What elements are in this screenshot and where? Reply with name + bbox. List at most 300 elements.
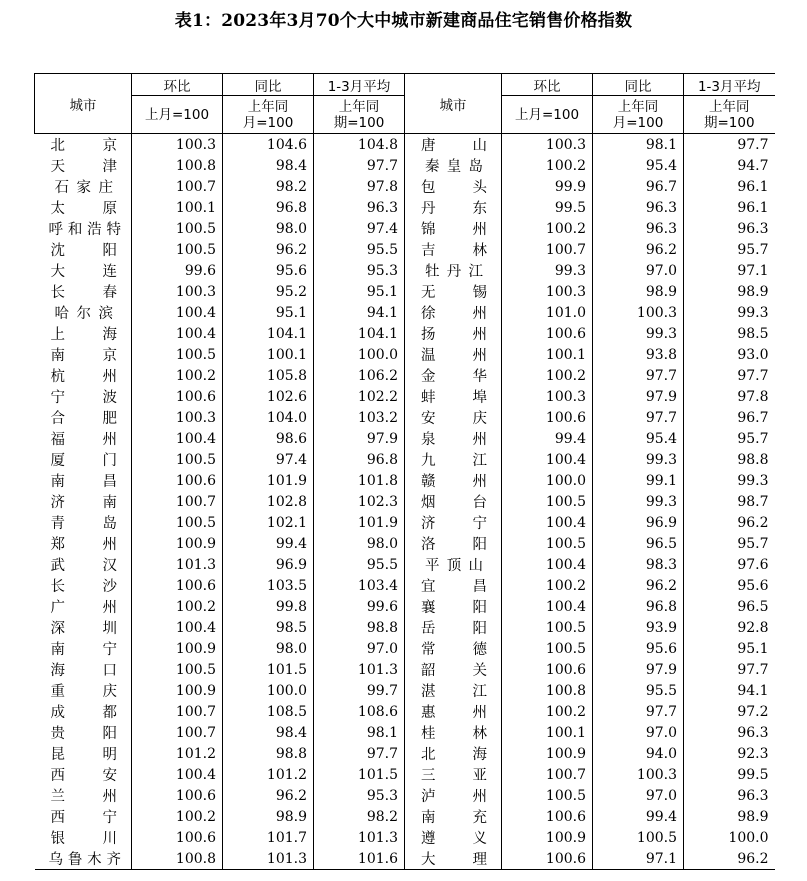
avg-value-right: 95.7 xyxy=(684,428,775,449)
avg-value-right: 96.2 xyxy=(684,512,775,533)
yoy-value-left: 104.1 xyxy=(223,323,314,344)
table-row xyxy=(35,323,775,344)
city-name-left: 哈尔滨 xyxy=(54,306,113,322)
city-name-left: 西安 xyxy=(50,768,117,784)
yoy-value-left: 101.2 xyxy=(223,764,314,785)
city-name-right: 泉州 xyxy=(405,428,502,449)
city-name-right: 惠州 xyxy=(405,701,502,722)
city-name-left: 石家庄 xyxy=(54,180,113,196)
yoy-value-left: 100.1 xyxy=(223,344,314,365)
yoy-value-left: 97.4 xyxy=(223,449,314,470)
avg-value-left: 99.7 xyxy=(314,680,405,701)
mom-value-left: 100.6 xyxy=(132,827,223,848)
avg-value-left: 97.9 xyxy=(314,428,405,449)
avg-value-right: 94.7 xyxy=(684,155,775,176)
avg-value-left: 97.8 xyxy=(314,176,405,197)
city-name-right: 泸州 xyxy=(405,785,502,806)
mom-value-left: 100.2 xyxy=(132,365,223,386)
avg-value-right: 98.8 xyxy=(684,449,775,470)
yoy-value-right: 95.4 xyxy=(593,428,684,449)
city-name-right: 安庆 xyxy=(405,407,502,428)
city-name-right: 大理 xyxy=(405,848,502,870)
mom-value-left: 100.7 xyxy=(132,491,223,512)
avg-value-right: 96.3 xyxy=(684,218,775,239)
yoy-value-right: 96.7 xyxy=(593,176,684,197)
city-name-left: 济南 xyxy=(50,495,117,511)
table-row xyxy=(35,134,775,156)
yoy-value-right: 100.3 xyxy=(593,764,684,785)
mom-value-right: 100.3 xyxy=(502,386,593,407)
city-name-right: 九江 xyxy=(405,449,502,470)
mom-value-right: 99.5 xyxy=(502,197,593,218)
city-name-left: 西宁 xyxy=(50,810,117,826)
city-name-left: 长沙 xyxy=(50,579,117,595)
table-row xyxy=(35,428,775,449)
avg-value-right: 95.1 xyxy=(684,638,775,659)
avg-value-left: 101.9 xyxy=(314,512,405,533)
avg-value-left: 102.2 xyxy=(314,386,405,407)
yoy-value-left: 102.8 xyxy=(223,491,314,512)
mom-value-left: 100.4 xyxy=(132,617,223,638)
city-name-left: 南宁 xyxy=(50,642,117,658)
mom-value-left: 99.6 xyxy=(132,260,223,281)
yoy-value-right: 96.2 xyxy=(593,239,684,260)
table-row xyxy=(35,617,775,638)
yoy-value-right: 97.7 xyxy=(593,365,684,386)
yoy-value-right: 97.0 xyxy=(593,722,684,743)
city-name-left: 福州 xyxy=(50,432,117,448)
avg-value-left: 101.3 xyxy=(314,827,405,848)
avg-value-left: 103.4 xyxy=(314,575,405,596)
mom-value-left: 100.9 xyxy=(132,533,223,554)
mom-value-left: 100.4 xyxy=(132,302,223,323)
avg-value-left: 97.4 xyxy=(314,218,405,239)
mom-value-left: 100.6 xyxy=(132,386,223,407)
avg-value-right: 99.3 xyxy=(684,470,775,491)
city-name-left: 呼和浩特 xyxy=(48,222,121,238)
table-row xyxy=(35,785,775,806)
table-row xyxy=(35,575,775,596)
city-name-right: 岳阳 xyxy=(405,617,502,638)
city-name-right: 烟台 xyxy=(405,491,502,512)
avg-value-right: 97.2 xyxy=(684,701,775,722)
avg-value-right: 98.9 xyxy=(684,281,775,302)
avg-value-right: 98.7 xyxy=(684,491,775,512)
table-row xyxy=(35,806,775,827)
table-row xyxy=(35,197,775,218)
city-name-left: 太原 xyxy=(50,201,117,217)
mom-value-left: 100.8 xyxy=(132,155,223,176)
avg-value-right: 95.7 xyxy=(684,533,775,554)
city-name-left: 杭州 xyxy=(50,369,117,385)
yoy-value-right: 97.0 xyxy=(593,785,684,806)
mom-value-right: 100.2 xyxy=(502,218,593,239)
table-row xyxy=(35,155,775,176)
avg-value-left: 97.7 xyxy=(314,155,405,176)
city-name-right: 秦皇岛 xyxy=(405,155,502,176)
avg-value-left: 99.6 xyxy=(314,596,405,617)
yoy-value-left: 95.1 xyxy=(223,302,314,323)
mom-value-right: 100.1 xyxy=(502,722,593,743)
city-name-right: 济宁 xyxy=(405,512,502,533)
yoy-value-right: 97.0 xyxy=(593,260,684,281)
avg-value-left: 95.3 xyxy=(314,260,405,281)
mom-value-right: 100.4 xyxy=(502,449,593,470)
header-avg-base-line2: 期=100 xyxy=(703,114,755,131)
avg-value-left: 95.1 xyxy=(314,281,405,302)
yoy-value-right: 96.9 xyxy=(593,512,684,533)
table-row xyxy=(35,302,775,323)
city-name-right: 桂林 xyxy=(405,722,502,743)
table-row xyxy=(35,239,775,260)
table-row xyxy=(35,470,775,491)
mom-value-right: 100.2 xyxy=(502,365,593,386)
city-name-right: 常德 xyxy=(405,638,502,659)
avg-value-right: 97.7 xyxy=(684,134,775,156)
city-name-right: 北海 xyxy=(405,743,502,764)
yoy-value-left: 108.5 xyxy=(223,701,314,722)
header-yoy-base-line1: 上年同 xyxy=(617,98,659,115)
header-avg-base-line1: 上年同 xyxy=(338,98,380,115)
table-row xyxy=(35,827,775,848)
mom-value-right: 100.4 xyxy=(502,596,593,617)
mom-value-left: 100.7 xyxy=(132,701,223,722)
mom-value-left: 100.5 xyxy=(132,659,223,680)
price-index-table xyxy=(34,73,775,870)
header-avg-base-line2: 期=100 xyxy=(333,114,385,131)
avg-value-left: 101.6 xyxy=(314,848,405,870)
city-name-right: 锦州 xyxy=(405,218,502,239)
yoy-value-right: 94.0 xyxy=(593,743,684,764)
avg-value-left: 96.3 xyxy=(314,197,405,218)
table-row xyxy=(35,176,775,197)
city-name-left: 郑州 xyxy=(50,537,117,553)
yoy-value-left: 95.2 xyxy=(223,281,314,302)
city-name-left: 乌鲁木齐 xyxy=(35,848,132,870)
yoy-value-left: 102.1 xyxy=(223,512,314,533)
avg-value-left: 97.7 xyxy=(314,743,405,764)
city-name-left: 昆明 xyxy=(50,747,117,763)
yoy-value-right: 95.4 xyxy=(593,155,684,176)
yoy-value-right: 100.3 xyxy=(593,302,684,323)
city-name-right: 赣州 xyxy=(405,470,502,491)
mom-value-left: 100.1 xyxy=(132,197,223,218)
mom-value-right: 100.5 xyxy=(502,533,593,554)
city-name-left: 长春 xyxy=(50,285,117,301)
mom-value-left: 100.5 xyxy=(132,449,223,470)
table-row xyxy=(35,260,775,281)
city-name-right: 宜昌 xyxy=(405,575,502,596)
header-city-right: 城市 xyxy=(405,74,502,134)
header-mom-base-right: 上月=100 xyxy=(502,96,593,134)
mom-value-right: 100.7 xyxy=(502,764,593,785)
city-name-right: 唐山 xyxy=(405,134,502,156)
city-name-left: 上海 xyxy=(50,327,117,343)
city-name-left: 银川 xyxy=(50,831,117,847)
page-title: 表1：2023年3月70个大中城市新建商品住宅销售价格指数 xyxy=(174,11,633,31)
city-name-right: 南充 xyxy=(405,806,502,827)
yoy-value-right: 98.9 xyxy=(593,281,684,302)
mom-value-left: 100.3 xyxy=(132,281,223,302)
mom-value-left: 100.6 xyxy=(132,575,223,596)
table-row xyxy=(35,386,775,407)
yoy-value-right: 97.9 xyxy=(593,386,684,407)
yoy-value-left: 104.0 xyxy=(223,407,314,428)
avg-value-right: 94.1 xyxy=(684,680,775,701)
city-name-left: 兰州 xyxy=(50,789,117,805)
yoy-value-right: 93.8 xyxy=(593,344,684,365)
yoy-value-left: 98.2 xyxy=(223,176,314,197)
avg-value-right: 97.7 xyxy=(684,365,775,386)
header-yoy-base-line1: 上年同 xyxy=(247,98,289,115)
avg-value-left: 94.1 xyxy=(314,302,405,323)
mom-value-right: 100.4 xyxy=(502,554,593,575)
avg-value-left: 101.5 xyxy=(314,764,405,785)
avg-value-left: 95.5 xyxy=(314,554,405,575)
yoy-value-left: 104.6 xyxy=(223,134,314,156)
table-row xyxy=(35,701,775,722)
mom-value-right: 99.4 xyxy=(502,428,593,449)
yoy-value-right: 97.7 xyxy=(593,701,684,722)
mom-value-left: 100.3 xyxy=(132,407,223,428)
mom-value-right: 100.2 xyxy=(502,155,593,176)
table-row xyxy=(35,512,775,533)
avg-value-right: 96.3 xyxy=(684,785,775,806)
header-avg-right: 1-3月平均 xyxy=(684,74,775,96)
header-yoy-base-left xyxy=(223,96,314,134)
city-name-right: 吉林 xyxy=(405,239,502,260)
yoy-value-left: 95.6 xyxy=(223,260,314,281)
mom-value-right: 100.3 xyxy=(502,281,593,302)
mom-value-right: 100.0 xyxy=(502,470,593,491)
city-name-right: 平顶山 xyxy=(405,554,502,575)
yoy-value-left: 105.8 xyxy=(223,365,314,386)
city-name-right: 三亚 xyxy=(405,764,502,785)
mom-value-right: 100.3 xyxy=(502,134,593,156)
yoy-value-left: 98.0 xyxy=(223,218,314,239)
city-name-left: 深圳 xyxy=(50,621,117,637)
table-header xyxy=(35,74,775,134)
city-name-left: 合肥 xyxy=(50,411,117,427)
avg-value-right: 96.2 xyxy=(684,848,775,870)
table-row xyxy=(35,281,775,302)
city-name-left: 广州 xyxy=(50,600,117,616)
yoy-value-left: 96.2 xyxy=(223,239,314,260)
mom-value-right: 100.7 xyxy=(502,239,593,260)
yoy-value-left: 96.9 xyxy=(223,554,314,575)
table-row xyxy=(35,743,775,764)
avg-value-right: 96.1 xyxy=(684,197,775,218)
city-name-left: 成都 xyxy=(50,705,117,721)
city-name-right: 洛阳 xyxy=(405,533,502,554)
avg-value-right: 97.1 xyxy=(684,260,775,281)
yoy-value-right: 99.3 xyxy=(593,491,684,512)
mom-value-right: 100.5 xyxy=(502,617,593,638)
table-row xyxy=(35,722,775,743)
header-yoy-base-right xyxy=(593,96,684,134)
table-row xyxy=(35,365,775,386)
mom-value-left: 100.2 xyxy=(132,596,223,617)
mom-value-right: 100.6 xyxy=(502,323,593,344)
avg-value-right: 96.7 xyxy=(684,407,775,428)
avg-value-right: 95.6 xyxy=(684,575,775,596)
table-row xyxy=(35,344,775,365)
yoy-value-right: 99.4 xyxy=(593,806,684,827)
mom-value-left: 100.3 xyxy=(132,134,223,156)
city-name-right: 扬州 xyxy=(405,323,502,344)
city-name-right: 遵义 xyxy=(405,827,502,848)
city-name-left: 大连 xyxy=(50,264,117,280)
avg-value-left: 98.2 xyxy=(314,806,405,827)
yoy-value-right: 95.5 xyxy=(593,680,684,701)
yoy-value-left: 102.6 xyxy=(223,386,314,407)
avg-value-left: 98.8 xyxy=(314,617,405,638)
city-name-right: 牡丹江 xyxy=(405,260,502,281)
city-name-right: 韶关 xyxy=(405,659,502,680)
yoy-value-left: 101.7 xyxy=(223,827,314,848)
yoy-value-right: 99.3 xyxy=(593,449,684,470)
mom-value-left: 100.4 xyxy=(132,764,223,785)
avg-value-left: 106.2 xyxy=(314,365,405,386)
city-name-right: 丹东 xyxy=(405,197,502,218)
mom-value-left: 100.5 xyxy=(132,239,223,260)
mom-value-left: 100.6 xyxy=(132,785,223,806)
yoy-value-right: 98.1 xyxy=(593,134,684,156)
table-row xyxy=(35,554,775,575)
avg-value-right: 100.0 xyxy=(684,827,775,848)
avg-value-right: 97.6 xyxy=(684,554,775,575)
city-name-left: 天津 xyxy=(50,159,117,175)
table-row xyxy=(35,533,775,554)
mom-value-right: 100.5 xyxy=(502,785,593,806)
yoy-value-left: 100.0 xyxy=(223,680,314,701)
mom-value-right: 100.6 xyxy=(502,848,593,870)
city-name-left: 海口 xyxy=(50,663,117,679)
table-row xyxy=(35,638,775,659)
header-mom-base-left: 上月=100 xyxy=(132,96,223,134)
yoy-value-right: 99.1 xyxy=(593,470,684,491)
mom-value-right: 100.9 xyxy=(502,743,593,764)
avg-value-left: 101.8 xyxy=(314,470,405,491)
mom-value-right: 100.8 xyxy=(502,680,593,701)
header-yoy-base-line2: 月=100 xyxy=(242,114,294,131)
city-name-left: 沈阳 xyxy=(50,243,117,259)
mom-value-left: 100.7 xyxy=(132,176,223,197)
table-row xyxy=(35,407,775,428)
mom-value-left: 100.7 xyxy=(132,722,223,743)
yoy-value-left: 98.0 xyxy=(223,638,314,659)
mom-value-right: 101.0 xyxy=(502,302,593,323)
yoy-value-left: 96.2 xyxy=(223,785,314,806)
mom-value-right: 100.6 xyxy=(502,659,593,680)
mom-value-left: 100.2 xyxy=(132,806,223,827)
mom-value-left: 100.8 xyxy=(132,848,223,870)
table-row xyxy=(35,596,775,617)
avg-value-right: 99.3 xyxy=(684,302,775,323)
avg-value-right: 96.3 xyxy=(684,722,775,743)
mom-value-left: 100.6 xyxy=(132,470,223,491)
yoy-value-right: 96.3 xyxy=(593,197,684,218)
avg-value-right: 98.5 xyxy=(684,323,775,344)
avg-value-right: 97.7 xyxy=(684,659,775,680)
table-row xyxy=(35,449,775,470)
city-name-left: 宁波 xyxy=(50,390,117,406)
avg-value-right: 92.8 xyxy=(684,617,775,638)
avg-value-left: 104.8 xyxy=(314,134,405,156)
mom-value-left: 100.9 xyxy=(132,638,223,659)
mom-value-left: 100.9 xyxy=(132,680,223,701)
avg-value-left: 96.8 xyxy=(314,449,405,470)
city-name-right: 湛江 xyxy=(405,680,502,701)
mom-value-left: 101.3 xyxy=(132,554,223,575)
yoy-value-left: 98.4 xyxy=(223,722,314,743)
yoy-value-right: 96.5 xyxy=(593,533,684,554)
yoy-value-left: 98.9 xyxy=(223,806,314,827)
avg-value-right: 98.9 xyxy=(684,806,775,827)
mom-value-left: 100.5 xyxy=(132,512,223,533)
avg-value-left: 95.3 xyxy=(314,785,405,806)
mom-value-right: 100.6 xyxy=(502,407,593,428)
header-avg-base-right xyxy=(684,96,775,134)
yoy-value-left: 103.5 xyxy=(223,575,314,596)
table-row xyxy=(35,848,775,870)
mom-value-right: 99.9 xyxy=(502,176,593,197)
mom-value-right: 100.1 xyxy=(502,344,593,365)
city-name-left: 北京 xyxy=(50,138,117,154)
header-yoy-right: 同比 xyxy=(593,74,684,96)
mom-value-left: 100.4 xyxy=(132,428,223,449)
avg-value-right: 95.7 xyxy=(684,239,775,260)
avg-value-left: 98.1 xyxy=(314,722,405,743)
yoy-value-right: 100.5 xyxy=(593,827,684,848)
yoy-value-left: 99.8 xyxy=(223,596,314,617)
yoy-value-right: 99.3 xyxy=(593,323,684,344)
header-yoy-base-line2: 月=100 xyxy=(612,114,664,131)
city-name-left: 南京 xyxy=(50,348,117,364)
city-name-right: 无锡 xyxy=(405,281,502,302)
yoy-value-right: 98.3 xyxy=(593,554,684,575)
avg-value-right: 97.8 xyxy=(684,386,775,407)
mom-value-right: 100.2 xyxy=(502,701,593,722)
yoy-value-left: 98.6 xyxy=(223,428,314,449)
table-row xyxy=(35,680,775,701)
avg-value-right: 93.0 xyxy=(684,344,775,365)
mom-value-right: 100.9 xyxy=(502,827,593,848)
yoy-value-left: 98.4 xyxy=(223,155,314,176)
avg-value-left: 103.2 xyxy=(314,407,405,428)
avg-value-left: 101.3 xyxy=(314,659,405,680)
table-body xyxy=(35,134,775,870)
avg-value-left: 104.1 xyxy=(314,323,405,344)
mom-value-right: 100.6 xyxy=(502,806,593,827)
yoy-value-right: 97.9 xyxy=(593,659,684,680)
avg-value-left: 100.0 xyxy=(314,344,405,365)
city-name-left: 武汉 xyxy=(50,558,117,574)
mom-value-right: 100.4 xyxy=(502,512,593,533)
table-row xyxy=(35,659,775,680)
mom-value-right: 100.5 xyxy=(502,491,593,512)
yoy-value-left: 96.8 xyxy=(223,197,314,218)
header-avg-base-left xyxy=(314,96,405,134)
avg-value-left: 102.3 xyxy=(314,491,405,512)
header-avg-base-line1: 上年同 xyxy=(709,98,750,115)
table-row xyxy=(35,218,775,239)
city-name-right: 包头 xyxy=(405,176,502,197)
mom-value-left: 100.4 xyxy=(132,323,223,344)
avg-value-left: 95.5 xyxy=(314,239,405,260)
city-name-right: 温州 xyxy=(405,344,502,365)
yoy-value-left: 101.3 xyxy=(223,848,314,870)
